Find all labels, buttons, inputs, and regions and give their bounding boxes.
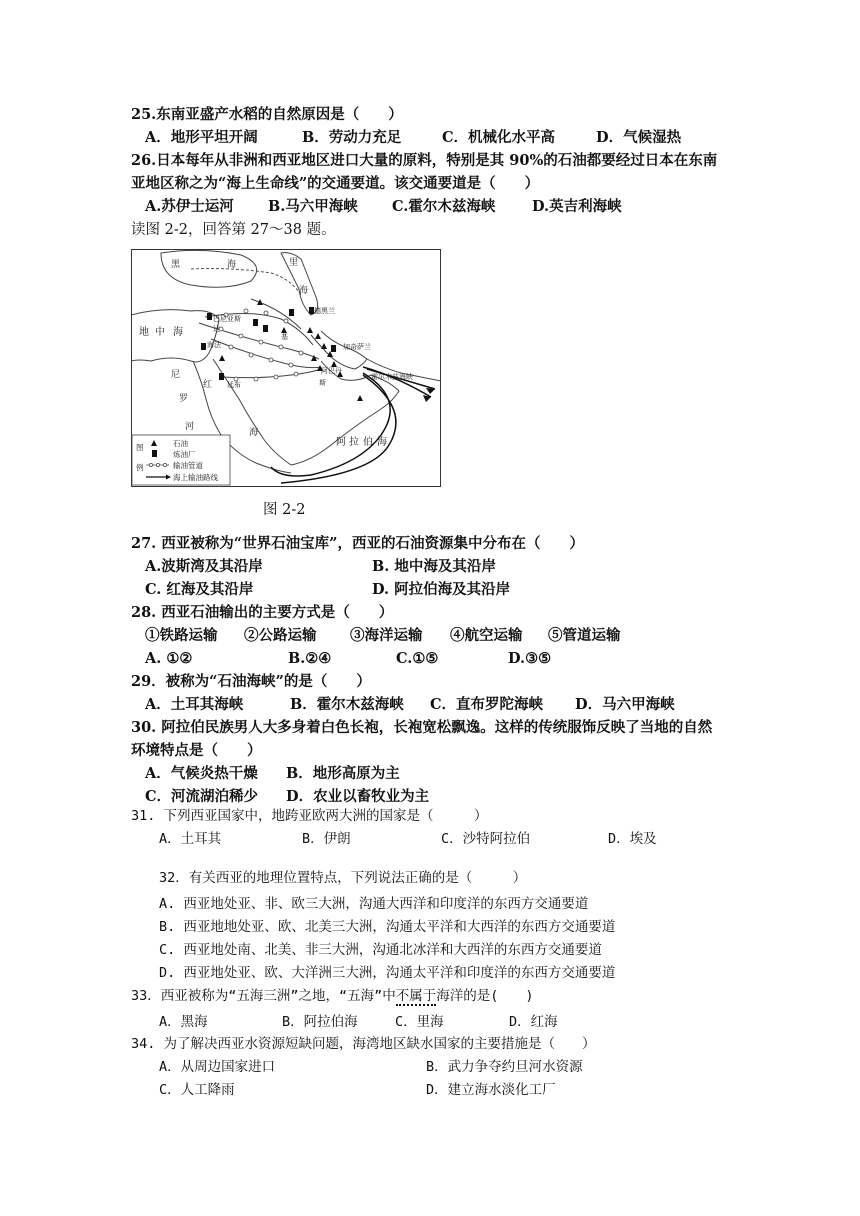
q34-option-a[interactable]: A．从周边国家进口 — [159, 1059, 276, 1075]
legend-refinery: 炼油厂 — [173, 450, 196, 459]
map-label-kirkuk: 基 — [281, 333, 288, 341]
q26-option-a[interactable]: A.苏伊士运河 — [145, 198, 234, 215]
map-label-black-sea-2: 海 — [227, 260, 237, 270]
q33-stem-part-a: 33．西亚被称为“五海三洲”之地，“五海”中 — [131, 988, 396, 1004]
map-label-arabian-3: 伯 — [363, 437, 373, 448]
map-caption: 图 2-2 — [263, 502, 306, 518]
q26-option-b[interactable]: B.马六甲海峡 — [268, 198, 358, 215]
q26-option-d[interactable]: D.英吉利海峡 — [532, 198, 622, 215]
q28-item-5: ⑤管道运输 — [548, 627, 621, 644]
q33-option-c[interactable]: C．里海 — [395, 1014, 444, 1030]
map-intro: 读图 2-2，回答第 27～38 题。 — [131, 222, 336, 238]
map-label-med-2: 中 — [155, 327, 165, 338]
question-26-stem-line2: 亚地区称之为“海上生命线”的交通要道。该交通要道是（ ） — [131, 175, 540, 192]
q28-option-a[interactable]: A. ①② — [145, 650, 193, 667]
q31-option-c[interactable]: C．沙特阿拉伯 — [441, 831, 531, 847]
map-label-tripoli: 达 — [213, 325, 220, 333]
map-label-gulf: 加奇萨兰 — [343, 343, 371, 351]
q31-option-d[interactable]: D．埃及 — [608, 831, 657, 847]
q33-stem-emphasis: 不属于 — [395, 988, 437, 1004]
map-label-med-1: 地 — [139, 327, 149, 338]
legend-sea-route: 海上输油路线 — [173, 473, 218, 482]
q32-option-a[interactable]: A. 西亚地处亚、非、欧三大洲，沟通大西洋和印度洋的东西方交通要道 — [159, 896, 589, 912]
q31-option-a[interactable]: A．土耳其 — [159, 831, 222, 847]
legend-pipeline: 输油管道 — [173, 461, 203, 470]
map-label-arabian-4: 海 — [377, 437, 387, 448]
map-legend — [132, 435, 230, 485]
q27-option-d[interactable]: D. 阿拉伯海及其沿岸 — [372, 581, 511, 598]
question-32-stem: 32．有关西亚的地理位置特点，下列说法正确的是（ ） — [159, 870, 527, 886]
map-label-red-sea-1: 红 — [203, 380, 213, 390]
q28-item-3: ③海洋运输 — [350, 627, 423, 644]
q31-option-b[interactable]: B．伊朗 — [302, 831, 351, 847]
map-label-yanbu: 延布 — [227, 381, 241, 389]
q34-option-d[interactable]: D．建立海水淡化工厂 — [426, 1082, 556, 1098]
map-label-nile-2: 罗 — [179, 394, 189, 404]
legend-oil: 石油 — [173, 439, 188, 448]
map-label-haifa: 海法 — [207, 341, 221, 349]
q28-option-b[interactable]: B.②④ — [288, 650, 332, 667]
legend-tu: 图 — [136, 443, 144, 452]
q28-item-4: ④航空运输 — [450, 627, 523, 644]
map-label-nile-3: 河 — [185, 422, 195, 432]
question-25-stem: 25.东南亚盛产水稻的自然原因是（ ） — [131, 106, 403, 123]
map-label-tehran: 德黑兰 — [314, 307, 335, 315]
map-label-banias: 巴尼亚斯 — [213, 315, 241, 323]
map-label-med-3: 海 — [173, 327, 183, 338]
q29-option-a[interactable]: A．土耳其海峡 — [145, 696, 244, 713]
q30-option-b[interactable]: B．地形高原为主 — [286, 765, 400, 782]
question-26-stem-line1: 26.日本每年从非洲和西亚地区进口大量的原料，特别是其 90%的石油都要经过日本在东南 — [131, 152, 718, 169]
q30-option-c[interactable]: C．河流湖泊稀少 — [145, 788, 259, 805]
question-33-stem — [131, 986, 534, 1006]
q27-option-a[interactable]: A.波斯湾及其沿岸 — [145, 558, 263, 575]
map-label-arabian-1: 阿 — [336, 437, 346, 448]
map-label-red-sea-2: 海 — [249, 428, 259, 438]
q34-option-b[interactable]: B．武力争夺约旦河水资源 — [426, 1059, 583, 1075]
q28-item-1: ①铁路运输 — [145, 627, 218, 644]
map-label-ras: 斯 — [319, 379, 326, 387]
question-30-stem-line1: 30. 阿拉伯民族男人大多身着白色长袍，长袍宽松飘逸。这样的传统服饰反映了当地的自然 — [131, 719, 713, 736]
map-label-caspian-2: 海 — [299, 286, 309, 296]
q32-option-c[interactable]: C. 西亚地处南、北美、非三大洲，沟通北冰洋和大西洋的东西方交通要道 — [159, 942, 602, 958]
q26-option-c[interactable]: C.霍尔木兹海峡 — [392, 198, 496, 215]
q30-option-a[interactable]: A．气候炎热干燥 — [145, 765, 258, 782]
question-34-stem: 34. 为了解决西亚水资源短缺问题，海湾地区缺水国家的主要措施是（ ） — [131, 1036, 596, 1052]
map-label-abadan: 阿巴丹 — [321, 367, 342, 375]
q33-option-d[interactable]: D．红海 — [509, 1014, 558, 1030]
q28-option-d[interactable]: D.③⑤ — [508, 650, 552, 667]
legend-refinery-icon — [152, 450, 157, 457]
q29-option-d[interactable]: D．马六甲海峡 — [575, 696, 675, 713]
q29-option-b[interactable]: B．霍尔木兹海峡 — [290, 696, 404, 713]
q30-option-d[interactable]: D．农业以畜牧业为主 — [286, 788, 430, 805]
q32-option-b[interactable]: B. 西亚地地处亚、欧、北美三大洲，沟通太平洋和大西洋的东西方交通要道 — [159, 919, 616, 935]
question-28-stem: 28. 西亚石油输出的主要方式是（ ） — [131, 604, 394, 621]
map-label-caspian-1: 里 — [289, 258, 299, 268]
q28-item-2: ②公路运输 — [244, 627, 317, 644]
legend-li: 例 — [136, 463, 144, 472]
q33-option-b[interactable]: B．阿拉伯海 — [282, 1014, 358, 1030]
q34-option-c[interactable]: C．人工降雨 — [159, 1082, 235, 1098]
question-30-stem-line2: 环境特点是（ ） — [131, 742, 262, 759]
question-29-stem: 29．被称为“石油海峡”的是（ ） — [131, 673, 371, 690]
map-label-hormuz: 霍尔木兹海峡 — [371, 373, 413, 381]
question-27-stem: 27. 西亚被称为“世界石油宝库”，西亚的石油资源集中分布在（ ） — [131, 535, 584, 552]
q32-option-d[interactable]: D. 西亚地处亚、欧、大洋洲三大洲，沟通太平洋和印度洋的东西方交通要道 — [159, 965, 616, 981]
west-asia-map — [131, 249, 441, 487]
q29-option-c[interactable]: C．直布罗陀海峡 — [430, 696, 544, 713]
q25-option-a[interactable]: A．地形平坦开阔 — [145, 129, 258, 146]
q25-option-d[interactable]: D．气候湿热 — [596, 129, 682, 146]
question-31-stem: 31. 下列西亚国家中，地跨亚欧两大洲的国家是（ ） — [131, 808, 488, 824]
map-label-arabian-2: 拉 — [349, 437, 359, 448]
q28-option-c[interactable]: C.①⑤ — [396, 650, 439, 667]
map-label-nile-1: 尼 — [171, 370, 181, 380]
q27-option-c[interactable]: C. 红海及其沿岸 — [145, 581, 254, 598]
q33-option-a[interactable]: A．黑海 — [159, 1014, 208, 1030]
q27-option-b[interactable]: B. 地中海及其沿岸 — [372, 558, 496, 575]
q33-stem-part-c: 海洋的是( ) — [436, 988, 534, 1004]
map-label-black-sea-1: 黑 — [171, 260, 181, 270]
q25-option-b[interactable]: B．劳动力充足 — [302, 129, 402, 146]
q25-option-c[interactable]: C．机械化水平高 — [442, 129, 556, 146]
